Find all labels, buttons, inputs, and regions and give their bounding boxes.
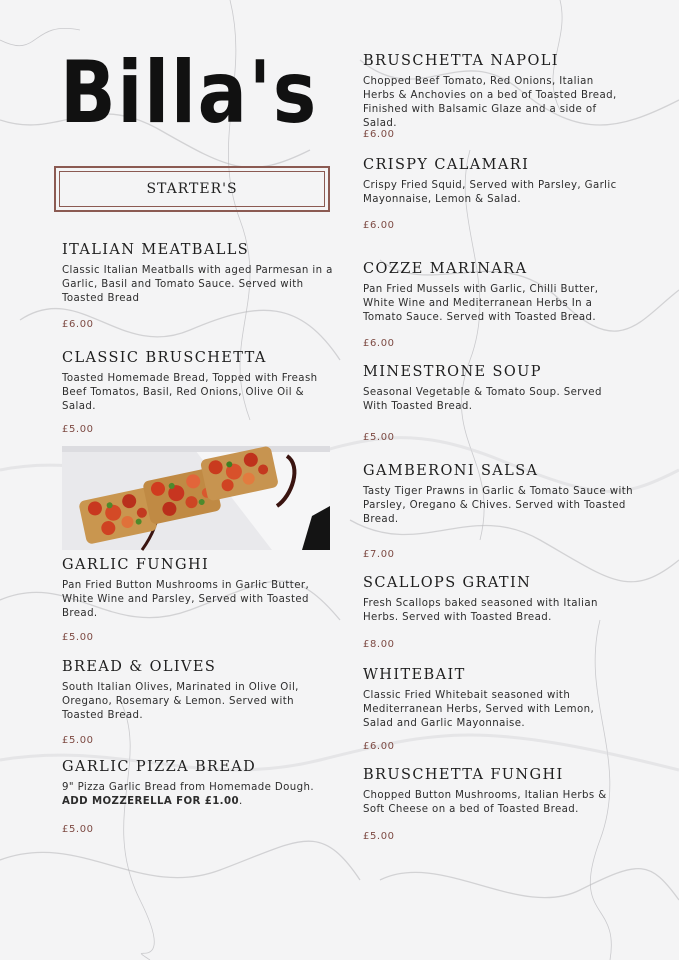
item-name: BRUSCHETTA FUNGHI [363, 767, 564, 783]
item-description: Chopped Button Mushrooms, Italian Herbs & Soft Cheese on a bed of Toasted Bread. [363, 790, 607, 815]
item-name: GAMBERONI SALSA [363, 463, 539, 479]
section-header-box [54, 166, 330, 212]
item-name: GARLIC FUNGHI [62, 557, 210, 573]
menu-item-garlic-funghi [62, 557, 337, 643]
menu-item-classic-bruschetta [62, 350, 337, 435]
item-name: CRISPY CALAMARI [363, 157, 530, 173]
menu-item-italian-meatballs [62, 242, 337, 330]
item-description [62, 781, 337, 809]
menu-item-scallops-gratin [363, 575, 625, 650]
item-name: COZZE MARINARA [363, 261, 528, 277]
item-price: £5.00 [62, 632, 94, 643]
item-description: Crispy Fried Squid, Served with Parsley, Garlic Mayonnaise, Lemon & Salad. [363, 180, 617, 205]
menu-item-whitebait [363, 667, 625, 752]
item-price: £8.00 [363, 639, 395, 650]
item-description: Fresh Scallops baked seasoned with Italian Herbs. Served with Toasted Bread. [363, 598, 598, 623]
item-description-end: . [238, 796, 243, 807]
billas-logo [60, 42, 322, 143]
item-price: £5.00 [62, 735, 94, 746]
item-name: WHITEBAIT [363, 667, 466, 683]
menu-item-bruschetta-funghi [363, 767, 625, 842]
item-description-bold: ADD MOZZERELLA FOR £1.00 [62, 796, 239, 807]
item-name: MINESTRONE SOUP [363, 364, 542, 380]
item-name: ITALIAN MEATBALLS [62, 242, 250, 258]
item-price: £6.00 [62, 319, 94, 330]
menu-item-bread-olives [62, 659, 337, 746]
menu-item-gamberoni-salsa [363, 463, 633, 560]
item-name: CLASSIC BRUSCHETTA [62, 350, 267, 366]
menu-item-minestrone-soup [363, 364, 625, 443]
item-description: Pan Fried Mussels with Garlic, Chilli Butter, White Wine and Mediterranean Herbs In a Tomato Sauce. Served with Toasted Bread. [363, 284, 599, 323]
item-price: £7.00 [363, 549, 395, 560]
item-name: BRUSCHETTA NAPOLI [363, 53, 559, 69]
item-description: Toasted Homemade Bread, Topped with Freash Beef Tomatos, Basil, Red Onions, Olive Oil & Salad. [62, 373, 318, 412]
item-description: South Italian Olives, Marinated in Olive Oil, Oregano, Rosemary & Lemon. Served with Toasted Bread. [62, 682, 299, 721]
section-title: STARTER'S [146, 181, 238, 197]
item-price: £6.00 [363, 220, 395, 231]
item-name: BREAD & OLIVES [62, 659, 217, 675]
item-description: Chopped Beef Tomato, Red Onions, Italian Herbs & Anchovies on a bed of Toasted Bread, Finished with Balsamic Glaze and a side of Salad. [363, 76, 617, 129]
item-name: GARLIC PIZZA BREAD [62, 759, 257, 775]
logo-text: Billa's [60, 43, 318, 143]
item-description: Pan Fried Button Mushrooms in Garlic Butter, White Wine and Parsley, Served with Toasted Bread. [62, 580, 310, 619]
menu-item-garlic-pizza-bread [62, 759, 337, 835]
item-name: SCALLOPS GRATIN [363, 575, 532, 591]
item-description: Seasonal Vegetable & Tomato Soup. Served With Toasted Bread. [363, 387, 602, 412]
item-price: £5.00 [363, 432, 395, 443]
item-price: £6.00 [363, 129, 395, 140]
item-price: £5.00 [62, 824, 94, 835]
menu-item-crispy-calamari [363, 157, 625, 231]
item-description-text: 9" Pizza Garlic Bread from Homemade Dough. [62, 782, 314, 793]
item-price: £6.00 [363, 741, 395, 752]
item-price: £5.00 [363, 831, 395, 842]
item-price: £6.00 [363, 338, 395, 349]
menu-item-cozze-marinara [363, 261, 625, 349]
item-description: Classic Fried Whitebait seasoned with Mediterranean Herbs, Served with Lemon, Salad and Garlic Mayonnaise. [363, 690, 595, 729]
section-header-inner [59, 171, 325, 207]
item-description: Classic Italian Meatballs with aged Parmesan in a Garlic, Basil and Tomato Sauce. Served with Toasted Bread [62, 265, 333, 304]
menu-item-bruschetta-napoli [363, 53, 625, 140]
item-description: Tasty Tiger Prawns in Garlic & Tomato Sauce with Parsley, Oregano & Chives. Served with Toasted Bread. [363, 486, 633, 525]
bruschetta-photo [62, 446, 330, 550]
item-price: £5.00 [62, 424, 94, 435]
